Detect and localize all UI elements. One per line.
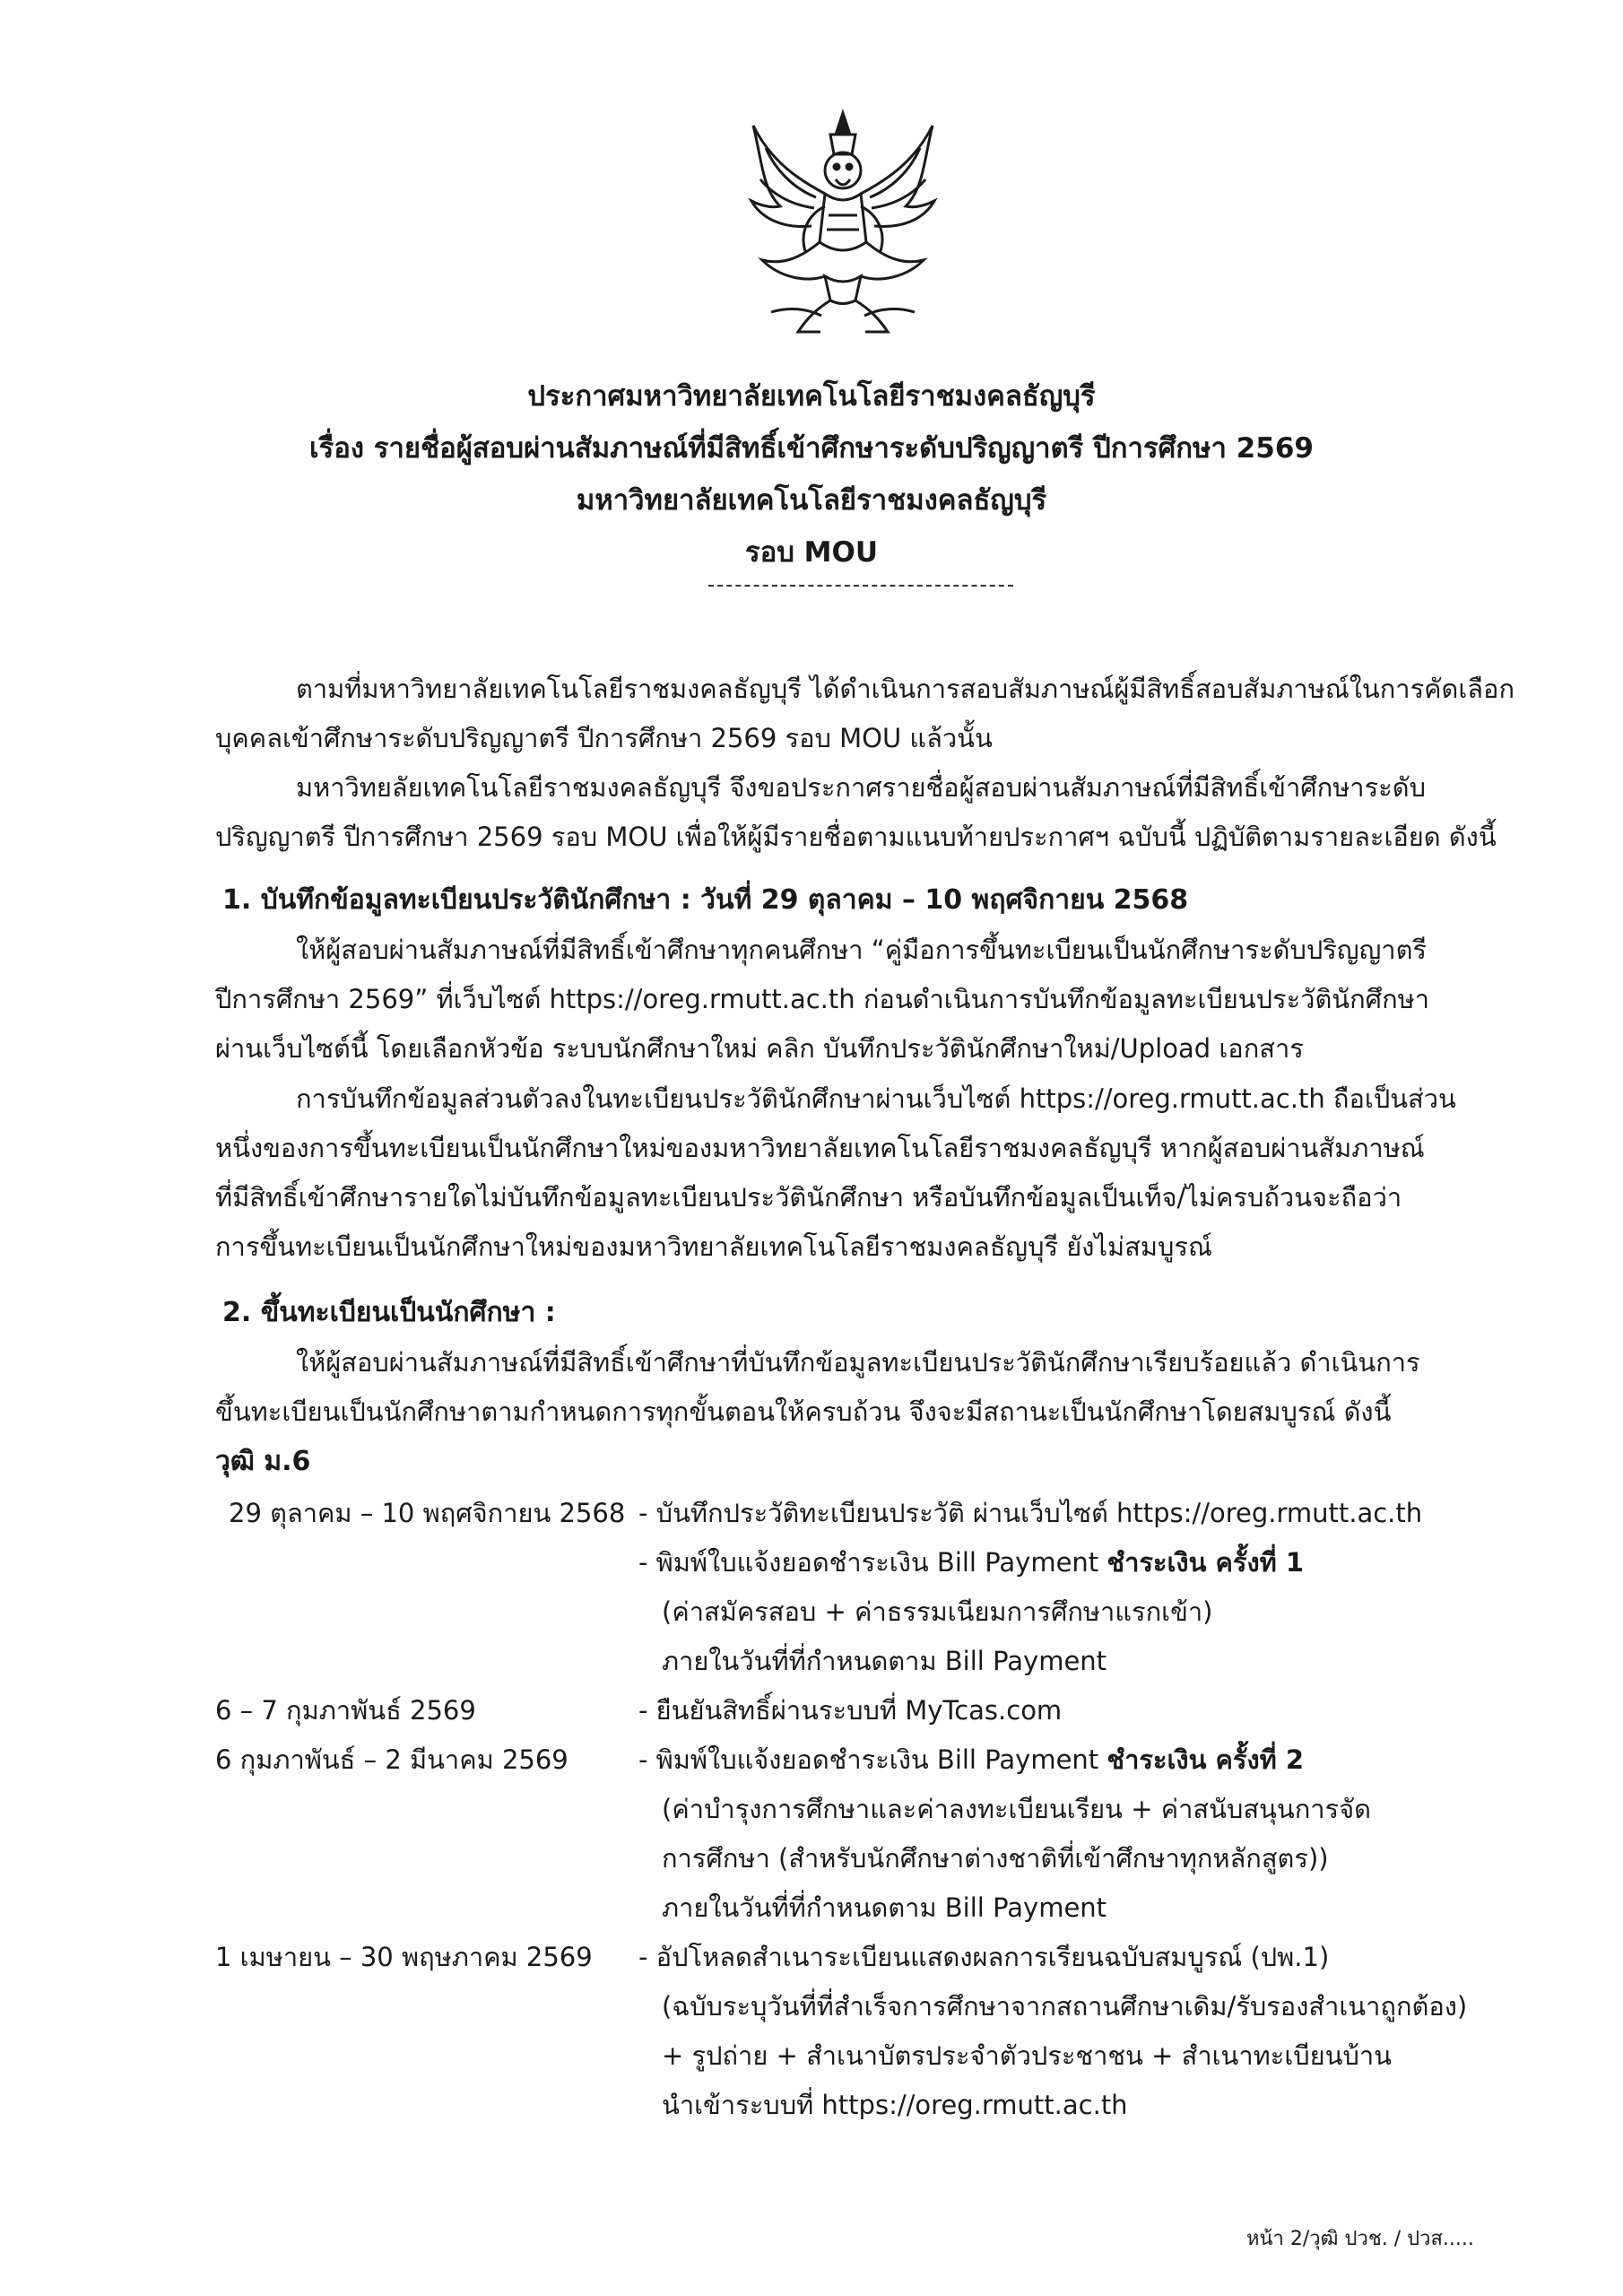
section-1-line: การขึ้นทะเบียนเป็นนักศึกษาใหม่ของมหาวิทยาลัยเทคโนโลยีราชมงคลธัญบุรี ยังไม่สมบูรณ์ bbox=[215, 1231, 1212, 1262]
section-1-heading: 1. บันทึกข้อมูลทะเบียนประวัตินักศึกษา : วันที่ 29 ตุลาคม – 10 พฤศจิกายน 2568 bbox=[222, 884, 1189, 916]
schedule-step: (ค่าสมัครสอบ + ค่าธรรมเนียมการศึกษาแรกเข้า) bbox=[662, 1596, 1213, 1627]
section-1-line: ที่มีสิทธิ์เข้าศึกษารายใดไม่บันทึกข้อมูลทะเบียนประวัตินักศึกษา หรือบันทึกข้อมูลเป็นเท็จ/ไม่ครบถ้วนจะถือว่า bbox=[215, 1182, 1402, 1213]
section-1-line: ให้ผู้สอบผ่านสัมภาษณ์ที่มีสิทธิ์เข้าศึกษาทุกคนศึกษา “คู่มือการขึ้นทะเบียนเป็นนักศึกษาระดับปริญญาตรี bbox=[296, 935, 1427, 965]
schedule-step: - พิมพ์ใบแจ้งยอดชำระเงิน Bill Payment ชำระเงิน ครั้งที่ 1 bbox=[638, 1547, 1305, 1578]
section-2-line: ให้ผู้สอบผ่านสัมภาษณ์ที่มีสิทธิ์เข้าศึกษาที่บันทึกข้อมูลทะเบียนประวัตินักศึกษาเรียบร้อยแล้ว ดำเนินการ bbox=[296, 1347, 1420, 1378]
round-label: รอบ MOU bbox=[744, 536, 879, 569]
schedule-step: + รูปถ่าย + สำเนาบัตรประจำตัวประชาชน + สำเนาทะเบียนบ้าน bbox=[662, 2040, 1392, 2071]
section-2-line: ขึ้นทะเบียนเป็นนักศึกษาตามกำหนดการทุกขั้นตอนให้ครบถ้วน จึงจะมีสถานะเป็นนักศึกษาโดยสมบูรณ์ ดังนี้ bbox=[215, 1396, 1392, 1427]
schedule-step: ภายในวันที่ที่กำหนดตาม Bill Payment bbox=[662, 1646, 1107, 1676]
separator-line bbox=[708, 585, 1013, 587]
intro-line: ตามที่มหาวิทยาลัยเทคโนโลยีราชมงคลธัญบุรี ได้ดำเนินการสอบสัมภาษณ์ผู้มีสิทธิ์สอบสัมภาษณ์ในการคัดเลือก bbox=[296, 674, 1515, 704]
university-name: มหาวิทยาลัยเทคโนโลยีราชมงคลธัญบุรี bbox=[576, 484, 1047, 517]
schedule-step: - ยืนยันสิทธิ์ผ่านระบบที่ MyTcas.com bbox=[638, 1695, 1063, 1726]
schedule-date: 29 ตุลาคม – 10 พฤศจิกายน 2568 bbox=[229, 1498, 626, 1528]
announcement-subject: เรื่อง รายชื่อผู้สอบผ่านสัมภาษณ์ที่มีสิทธิ์เข้าศึกษาระดับปริญญาตรี ปีการศึกษา 2569 bbox=[309, 432, 1314, 465]
intro-line: มหาวิทยลัยเทคโนโลยีราชมงคลธัญบุรี จึงขอประกาศรายชื่อผู้สอบผ่านสัมภาษณ์ที่มีสิทธิ์เข้าศึกษาระดับ bbox=[296, 772, 1426, 803]
schedule-step: นำเข้าระบบที่ https://oreg.rmutt.ac.th bbox=[662, 2090, 1128, 2120]
schedule-step: (ฉบับระบุวันที่ที่สำเร็จการศึกษาจากสถานศึกษาเดิม/รับรองสำเนาถูกต้อง) bbox=[662, 1991, 1468, 2022]
section-1-line: การบันทึกข้อมูลส่วนตัวลงในทะเบียนประวัตินักศึกษาผ่านเว็บไซต์ https://oreg.rmutt.ac.th ถือเป็นส่วน bbox=[296, 1083, 1456, 1114]
section-1-line: หนึ่งของการขึ้นทะเบียนเป็นนักศึกษาใหม่ของมหาวิทยาลัยเทคโนโลยีราชมงคลธัญบุรี หากผู้สอบผ่านสัมภาษณ์ bbox=[215, 1133, 1425, 1163]
schedule-date: 6 – 7 กุมภาพันธ์ 2569 bbox=[215, 1695, 476, 1726]
schedule-step: - อัปโหลดสำเนาระเบียนแสดงผลการเรียนฉบับสมบูรณ์ (ปพ.1) bbox=[638, 1942, 1330, 1972]
page-footer-reference: หน้า 2/วุฒิ ปวช. / ปวส..... bbox=[1246, 2228, 1474, 2250]
intro-line: บุคคลเข้าศึกษาระดับปริญญาตรี ปีการศึกษา 2569 รอบ MOU แล้วนั้น bbox=[215, 723, 993, 753]
schedule-step: - พิมพ์ใบแจ้งยอดชำระเงิน Bill Payment ชำระเงิน ครั้งที่ 2 bbox=[638, 1744, 1305, 1775]
section-1-line: ปีการศึกษา 2569” ที่เว็บไซต์ https://oreg.rmutt.ac.th ก่อนดำเนินการบันทึกข้อมูลทะเบียนประวัตินักศึกษา bbox=[215, 984, 1430, 1014]
schedule-step: ภายในวันที่ที่กำหนดตาม Bill Payment bbox=[662, 1892, 1107, 1923]
section-1-line: ผ่านเว็บไซต์นี้ โดยเลือกหัวข้อ ระบบนักศึกษาใหม่ คลิก บันทึกประวัตินักศึกษาใหม่/Upload เอกสาร bbox=[215, 1033, 1304, 1064]
schedule-date: 6 กุมภาพันธ์ – 2 มีนาคม 2569 bbox=[215, 1744, 568, 1775]
schedule-step: (ค่าบำรุงการศึกษาและค่าลงทะเบียนเรียน + ค่าสนับสนุนการจัด bbox=[662, 1794, 1371, 1824]
announcement-title: ประกาศมหาวิทยาลัยเทคโนโลยีราชมงคลธัญบุรี bbox=[527, 380, 1096, 413]
garuda-emblem-icon bbox=[735, 108, 950, 341]
schedule-date: 1 เมษายน – 30 พฤษภาคม 2569 bbox=[215, 1942, 593, 1972]
schedule-step: การศึกษา (สำหรับนักศึกษาต่างชาติที่เข้าศึกษาทุกหลักสูตร)) bbox=[662, 1843, 1329, 1874]
schedule-step: - บันทึกประวัติทะเบียนประวัติ ผ่านเว็บไซต์ https://oreg.rmutt.ac.th bbox=[638, 1498, 1423, 1528]
section-2-heading: 2. ขึ้นทะเบียนเป็นนักศึกษา : bbox=[222, 1297, 556, 1328]
qualification-label: วุฒิ ม.6 bbox=[215, 1446, 311, 1477]
intro-line: ปริญญาตรี ปีการศึกษา 2569 รอบ MOU เพื่อให้ผู้มีรายชื่อตามแนบท้ายประกาศฯ ฉบับนี้ ปฏิบัติตามรายละเอียด ดังนี้ bbox=[215, 822, 1497, 852]
